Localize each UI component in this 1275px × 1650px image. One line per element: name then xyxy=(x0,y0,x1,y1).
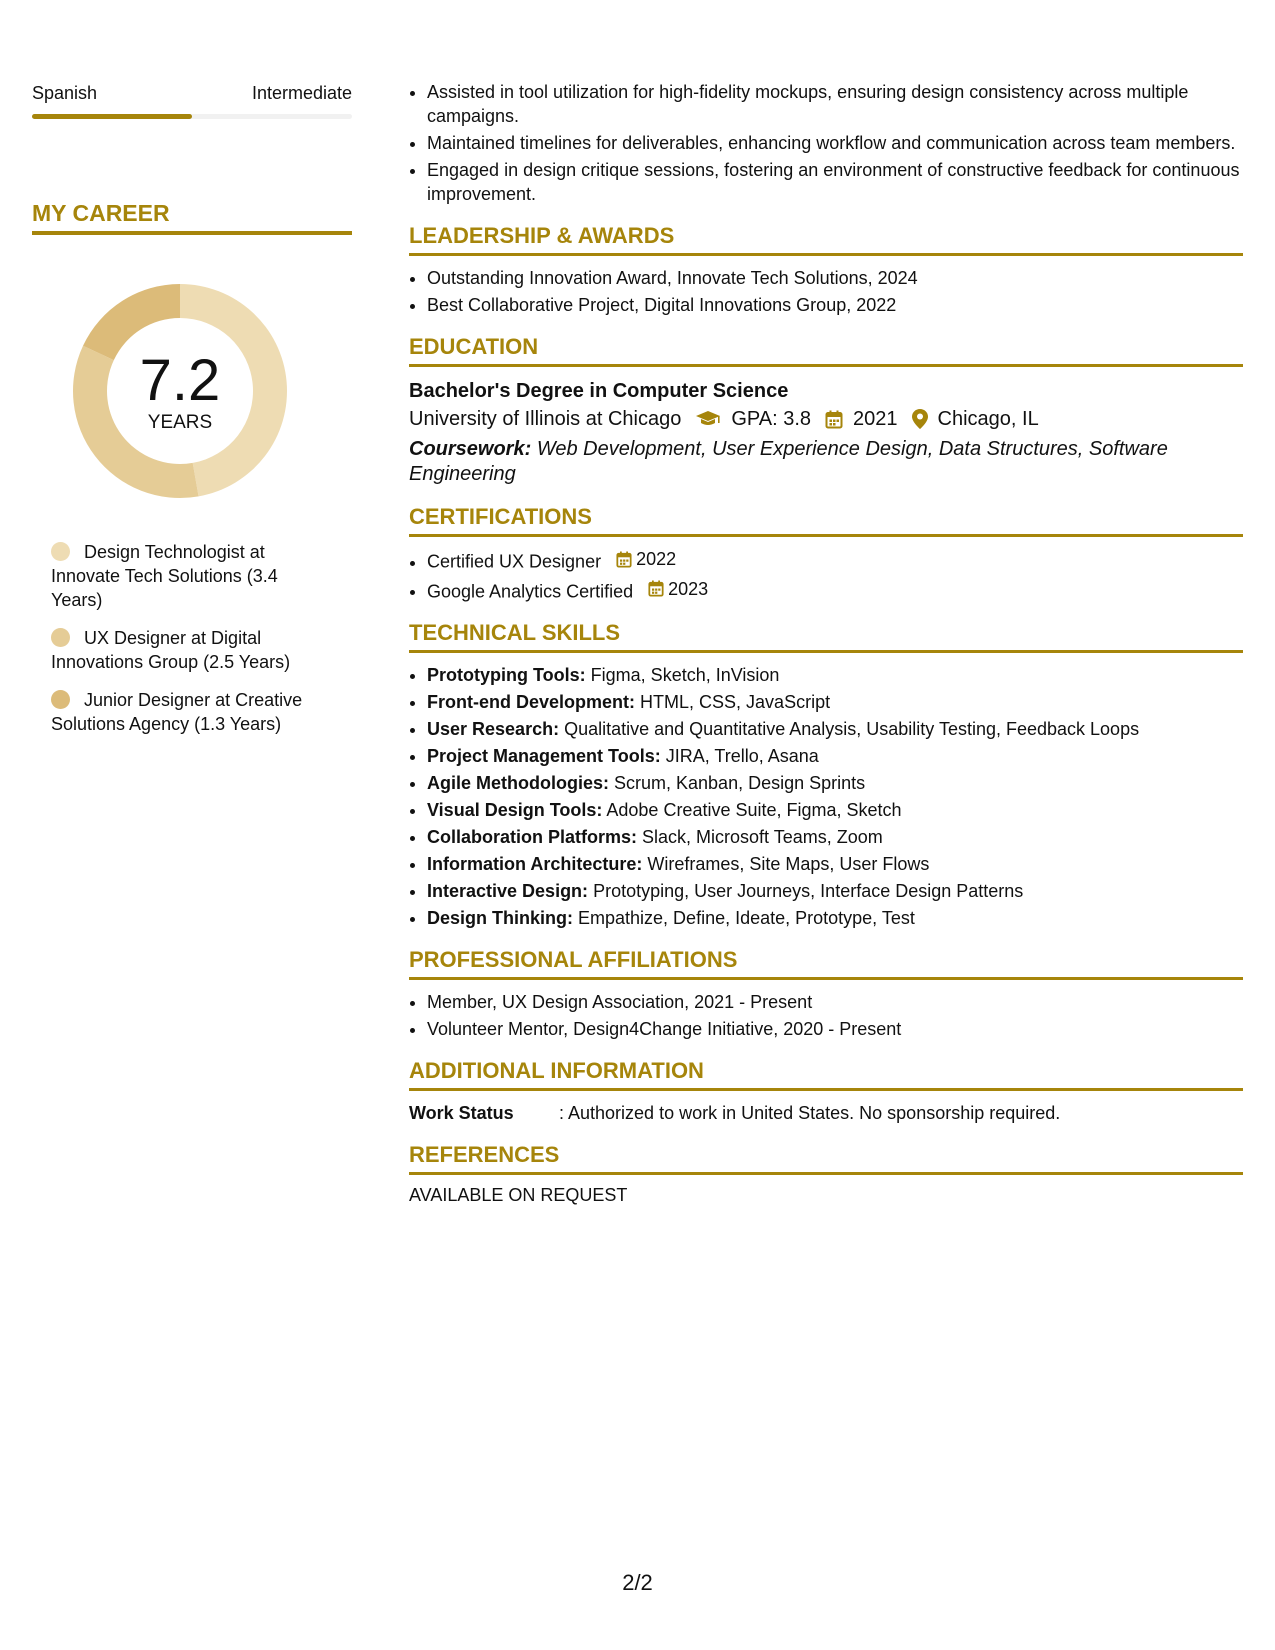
skill-value: HTML, CSS, JavaScript xyxy=(640,692,831,712)
list-item: • Best Collaborative Project, Digital Innovations Group, 2022 xyxy=(427,293,1243,317)
list-item: • Member, UX Design Association, 2021 - Present xyxy=(427,990,1243,1014)
list-item: • Assisted in tool utilization for high-fidelity mockups, ensuring design consistency across multiple campaigns. xyxy=(427,80,1243,128)
skill-value: Slack, Microsoft Teams, Zoom xyxy=(642,827,883,847)
list-item xyxy=(427,690,1243,714)
donut-center xyxy=(67,278,293,504)
list-item xyxy=(427,771,1243,795)
list-item: • Outstanding Innovation Award, Innovate Tech Solutions, 2024 xyxy=(427,266,1243,290)
gpa: GPA: 3.8 xyxy=(731,408,812,430)
list-item xyxy=(427,744,1243,768)
school-location: Chicago, IL xyxy=(937,408,1039,430)
education-details xyxy=(409,405,1243,433)
certification-name: Certified UX Designer xyxy=(427,551,602,572)
list-item xyxy=(427,663,1243,687)
affiliations-section xyxy=(409,946,1243,1041)
language-level: Intermediate xyxy=(251,83,352,103)
skill-label: Design Thinking: xyxy=(427,908,573,928)
legend-label: Junior Designer at Creative Solutions Agency (1.3 Years) xyxy=(51,690,303,734)
references-section xyxy=(409,1141,1243,1206)
main-content xyxy=(409,80,1243,1206)
skill-label: Collaboration Platforms: xyxy=(427,827,638,847)
skill-label: Agile Methodologies: xyxy=(427,773,609,793)
education-section xyxy=(409,333,1243,487)
school-name: University of Illinois at Chicago xyxy=(409,408,682,430)
calendar-icon xyxy=(825,410,843,429)
legend-label: Design Technologist at Innovate Tech Solutions (3.4 Years) xyxy=(51,542,278,610)
list-item xyxy=(427,547,1243,574)
list-item xyxy=(427,825,1243,849)
skill-value: Adobe Creative Suite, Figma, Sketch xyxy=(606,800,902,820)
coursework-label: Coursework: xyxy=(409,438,532,460)
section-heading: CERTIFICATIONS xyxy=(409,503,1243,537)
work-status-label: Work Status xyxy=(409,1103,514,1123)
skill-value: Scrum, Kanban, Design Sprints xyxy=(614,773,866,793)
career-donut xyxy=(67,278,293,504)
work-status-row xyxy=(409,1101,1243,1125)
certification-year: 2023 xyxy=(668,578,709,599)
skill-value: Qualitative and Quantitative Analysis, Usability Testing, Feedback Loops xyxy=(564,719,1140,739)
leadership-section xyxy=(409,222,1243,317)
certifications-section xyxy=(409,503,1243,603)
skill-label: Visual Design Tools: xyxy=(427,800,603,820)
legend-item xyxy=(51,626,321,674)
skills-list xyxy=(409,663,1243,930)
skill-label: User Research: xyxy=(427,719,560,739)
certification-year: 2022 xyxy=(636,549,677,569)
career-heading: MY CAREER xyxy=(32,199,352,235)
coursework-list: Web Development, User Experience Design, Data Structures, Software Engineering xyxy=(409,438,1168,485)
list-item xyxy=(427,852,1243,876)
list-item: • Engaged in design critique sessions, fostering an environment of constructive feedback for continuous improvement. xyxy=(427,158,1243,206)
section-heading: TECHNICAL SKILLS xyxy=(409,619,1243,653)
work-status-value: : Authorized to work in United States. No sponsorship required. xyxy=(559,1103,1061,1123)
total-years-value: 7.2 xyxy=(139,348,221,413)
skills-section xyxy=(409,619,1243,930)
list-item xyxy=(427,879,1243,903)
total-years-unit: YEARS xyxy=(147,412,213,433)
skill-value: Figma, Sketch, InVision xyxy=(590,665,780,685)
certification-name: Google Analytics Certified xyxy=(427,581,634,601)
graduation-cap-icon xyxy=(695,410,721,428)
graduation-year: 2021 xyxy=(853,408,898,430)
skill-value: Empathize, Define, Ideate, Prototype, Test xyxy=(578,908,915,928)
list-item: • Volunteer Mentor, Design4Change Initiative, 2020 - Present xyxy=(427,1017,1243,1041)
legend-dot xyxy=(51,542,70,561)
section-heading: PROFESSIONAL AFFILIATIONS xyxy=(409,946,1243,980)
skill-label: Information Architecture: xyxy=(427,854,643,874)
skill-label: Interactive Design: xyxy=(427,881,589,901)
references-text: AVAILABLE ON REQUEST xyxy=(409,1185,628,1205)
legend-item xyxy=(51,540,321,612)
skill-label: Prototyping Tools: xyxy=(427,665,586,685)
career-legend xyxy=(51,540,321,736)
sidebar xyxy=(32,80,352,750)
legend-dot xyxy=(51,628,70,647)
calendar-icon xyxy=(648,580,664,597)
degree-title: Bachelor's Degree in Computer Science xyxy=(409,380,789,402)
location-pin-icon xyxy=(912,409,928,429)
list-item: • Maintained timelines for deliverables, enhancing workflow and communication across team members. xyxy=(427,131,1243,155)
section-heading: ADDITIONAL INFORMATION xyxy=(409,1057,1243,1091)
page-number: 2/2 xyxy=(622,1570,653,1595)
additional-section xyxy=(409,1057,1243,1125)
calendar-icon xyxy=(616,551,632,568)
list-item xyxy=(427,906,1243,930)
language-name: Spanish xyxy=(32,83,98,103)
language-proficiency-fill xyxy=(32,114,192,119)
skill-label: Front-end Development: xyxy=(427,692,636,712)
list-item xyxy=(427,717,1243,741)
section-heading: EDUCATION xyxy=(409,333,1243,367)
skill-value: Wireframes, Site Maps, User Flows xyxy=(647,854,930,874)
skill-value: JIRA, Trello, Asana xyxy=(665,746,819,766)
legend-item xyxy=(51,688,321,736)
section-heading: REFERENCES xyxy=(409,1141,1243,1175)
experience-bullets xyxy=(409,80,1243,206)
section-heading: LEADERSHIP & AWARDS xyxy=(409,222,1243,256)
certification-date xyxy=(616,547,676,571)
language-proficiency-bar xyxy=(32,114,352,119)
legend-label: UX Designer at Digital Innovations Group (2.5 Years) xyxy=(51,628,291,672)
list-item xyxy=(427,577,1243,604)
skill-label: Project Management Tools: xyxy=(427,746,661,766)
skill-value: Prototyping, User Journeys, Interface Design Patterns xyxy=(593,881,1024,901)
coursework xyxy=(409,437,1243,487)
legend-dot xyxy=(51,690,70,709)
certification-date xyxy=(648,577,708,601)
list-item xyxy=(427,798,1243,822)
language-row xyxy=(32,80,352,106)
